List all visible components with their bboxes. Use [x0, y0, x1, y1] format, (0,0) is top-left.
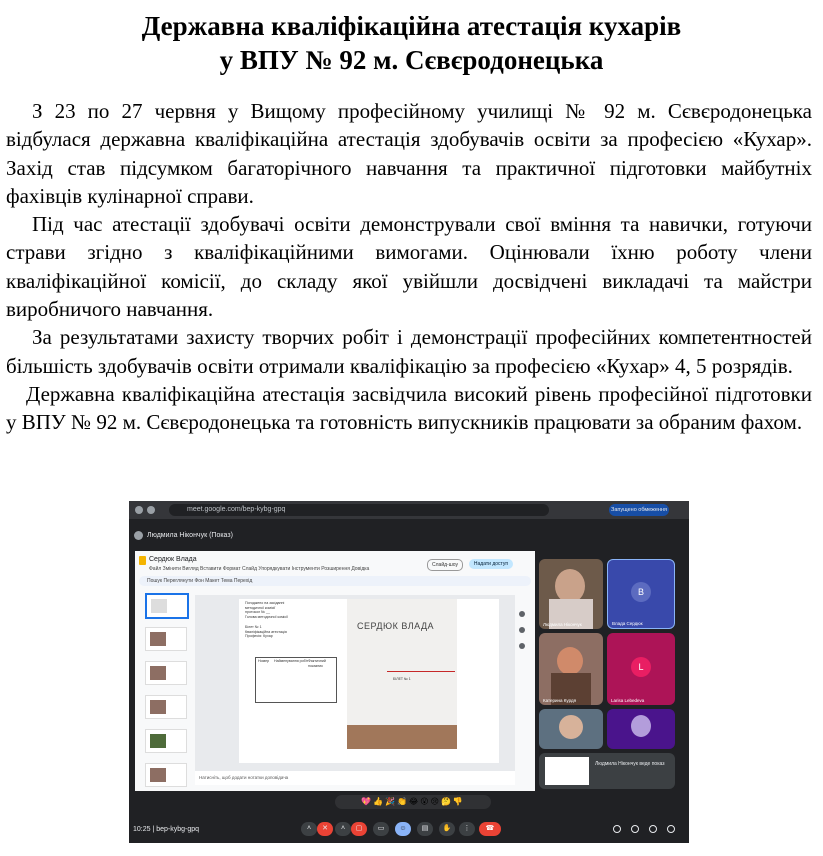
article-body: [6, 97, 812, 437]
menu-bar: Файл Змінити Вигляд Вставити Формат Слайд Упорядкувати Інструменти Розширення Довідка: [149, 566, 370, 572]
slides-logo-icon: [139, 556, 146, 565]
meet-screenshot: [129, 501, 689, 843]
more-options-icon: ⋮: [459, 822, 475, 836]
raise-hand-icon: ✋: [439, 822, 455, 836]
thumbnail: [145, 627, 187, 651]
paragraph-4: Державна кваліфікаційна атестація засвідчила високий рівень професійної підготовки у ВПУ № 92 м. Сєвєродонецька та готовність випускників працювати за обраним фахом.: [6, 381, 812, 435]
reload-icon: [147, 506, 155, 514]
participant-tile: Катерина Курдя: [539, 633, 603, 705]
people-icon: [631, 825, 639, 833]
presenter-banner: Людмила Нікончук (Показ): [147, 532, 233, 539]
thumbnail: [145, 763, 187, 787]
info-icon: [613, 825, 621, 833]
participant-tile: [607, 709, 675, 749]
mic-off-icon: ✕: [317, 822, 333, 836]
thumbnail: [145, 695, 187, 719]
slide-canvas: [195, 595, 515, 771]
speaker-notes: Натисніть, щоб додати нотатки доповідача: [195, 771, 515, 785]
document-image: Погоджено на засіданні методичної комісії протокол № __ Голова методичної комісії Білет № 1 Кваліфікаційна атестація Професія: Кухар Номер Найменування робіт Фактичний показник: [245, 601, 341, 759]
url-bar: meet.google.com/bep-kybg-gpq: [169, 504, 549, 516]
slideshow-button: Слайд-шоу: [427, 559, 463, 571]
browser-bar: [129, 501, 689, 519]
captions-icon: ▭: [373, 822, 389, 836]
present-icon: ▤: [417, 822, 433, 836]
slide-ticket: БІЛЕТ № 1: [393, 677, 411, 681]
participant-tile: [539, 709, 603, 749]
doc-table: Номер Найменування робіт Фактичний показник: [255, 657, 337, 703]
slide-photo: [347, 599, 457, 749]
camera-off-icon: ▢: [351, 822, 367, 836]
article-title-line-2: у ВПУ № 92 м. Сєвєродонецька: [219, 45, 604, 75]
slide-thumbnails: [141, 591, 185, 786]
emoji-icon: ☺: [395, 822, 411, 836]
participant-tile: B Влада Сердюк: [607, 559, 675, 629]
clock: 10:25 | bep-kybg-gpq: [133, 826, 200, 833]
red-line: [387, 671, 455, 672]
slide-name: СЕРДЮК ВЛАДА: [357, 621, 435, 631]
paragraph-1: З 23 по 27 червня у Вищому професійному училищі № 92 м. Сєвєродонецька відбулася державна кваліфікаційна атестація здобувачів освіти за професією «Кухар». Захід став підсумком багаторічного навчання та практичної підготовки майбутніх фахівців кулінарної справи.: [6, 99, 812, 208]
chevron-up-icon: ˄: [301, 822, 317, 836]
paragraph-3: За результатами захисту творчих робіт і демонстрації професійних компетентностей більшість здобувачів освіти отримали кваліфікацію за професією «Кухар» 4, 5 розрядів.: [6, 325, 812, 378]
thumbnail: [145, 729, 187, 753]
google-slides-window: [135, 551, 535, 791]
chat-icon: [649, 825, 657, 833]
current-slide: [239, 599, 499, 763]
thumbnail: [145, 593, 189, 619]
paragraph-2: Під час атестації здобувачі освіти демонстрували свої вміння та навички, готуючи страви згідно з кваліфікаційними вимогами. Оцінювали їхню роботу члени кваліфікаційної комісії, до складу якої увійшли досвідчені викладачі та майстри виробничого навчання.: [6, 212, 812, 322]
back-icon: [135, 506, 143, 514]
chevron-up-icon: ˄: [335, 822, 351, 836]
meet-controls: [129, 817, 689, 843]
toolbar: Пошук Переглянути Фон Макет Тема Перехід: [139, 576, 531, 586]
presentation-thumbnail: [545, 757, 589, 785]
wood-texture: [347, 725, 457, 749]
reactions-bar: 💖👍🎉👏😂😮😢🤔👎: [335, 795, 491, 809]
thumbnail: [145, 661, 187, 685]
share-button: Надати доступ: [469, 559, 513, 569]
activities-icon: [667, 825, 675, 833]
participant-tile: Людмила Нікончук: [539, 559, 603, 629]
end-call-icon: ☎: [479, 822, 501, 836]
presenting-tile: Людмила Нікончук веде показ: [539, 753, 675, 789]
participant-tile: L Larisa Lebedeva: [607, 633, 675, 705]
doc-name: Сердюк Влада: [149, 556, 197, 563]
article-title-line-1: Державна кваліфікаційна атестація кухарів: [141, 11, 682, 41]
extension-button: Запущено обмеження: [609, 504, 669, 516]
side-panel-icons: [519, 611, 529, 659]
